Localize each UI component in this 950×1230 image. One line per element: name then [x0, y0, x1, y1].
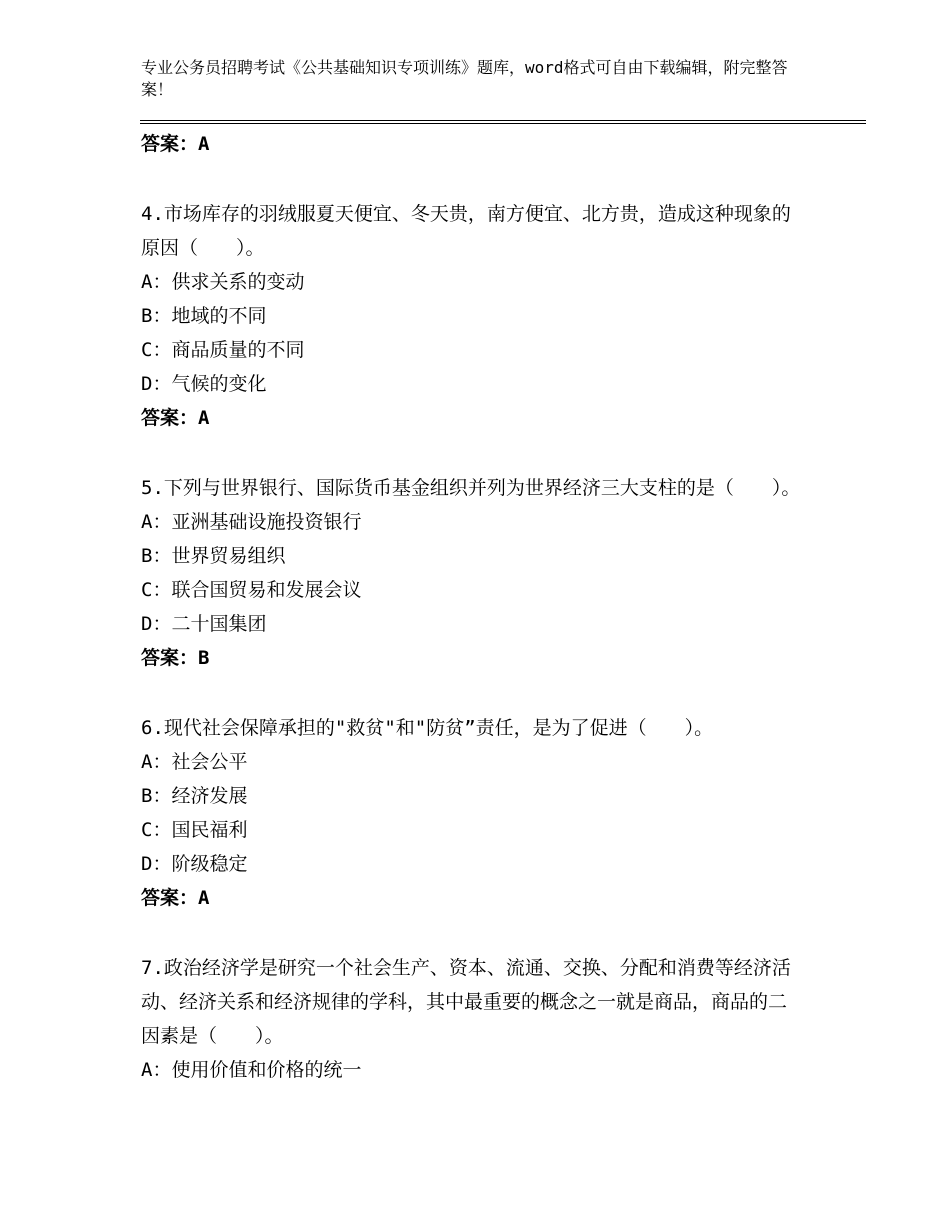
- answer-label: 答案：A: [141, 133, 210, 155]
- option-d: D：阶级稳定: [141, 853, 248, 875]
- option-a: A：使用价值和价格的统一: [141, 1059, 362, 1081]
- question-4: [141, 197, 801, 435]
- spacer: [141, 161, 801, 197]
- option-c: C：联合国贸易和发展会议: [141, 579, 362, 601]
- answer-label: 答案：A: [141, 407, 210, 429]
- option-d: D：气候的变化: [141, 373, 267, 395]
- question-stem: 5.下列与世界银行、国际货币基金组织并列为世界经济三大支柱的是（ ）。: [141, 477, 801, 499]
- option-c: C：商品质量的不同: [141, 339, 305, 361]
- option-b: B：地域的不同: [141, 305, 267, 327]
- question-6: [141, 711, 801, 915]
- option-d: D：二十国集团: [141, 613, 267, 635]
- question-7: [141, 951, 801, 1087]
- header-divider: [140, 120, 866, 124]
- spacer: [141, 435, 801, 471]
- spacer: [141, 915, 801, 951]
- page-header: 专业公务员招聘考试《公共基础知识专项训练》题库，word格式可自由下载编辑，附完整答案！: [141, 58, 788, 99]
- answer-label: 答案：B: [141, 647, 210, 669]
- document-content: [141, 127, 801, 1087]
- question-stem: 6.现代社会保障承担的"救贫"和"防贫”责任，是为了促进（ ）。: [141, 717, 714, 739]
- question-5: [141, 471, 801, 675]
- option-c: C：国民福利: [141, 819, 248, 841]
- question-stem: 7.政治经济学是研究一个社会生产、资本、流通、交换、分配和消费等经济活动、经济关系和经济规律的学科，其中最重要的概念之一就是商品，商品的二因素是（ ）。: [141, 957, 791, 1047]
- question-stem: 4.市场库存的羽绒服夏天便宜、冬天贵，南方便宜、北方贵，造成这种现象的原因（ ）。: [141, 203, 791, 259]
- option-b: B：世界贸易组织: [141, 545, 286, 567]
- option-a: A：亚洲基础设施投资银行: [141, 511, 362, 533]
- option-a: A：供求关系的变动: [141, 271, 305, 293]
- answer-label: 答案：A: [141, 887, 210, 909]
- option-a: A：社会公平: [141, 751, 248, 773]
- option-b: B：经济发展: [141, 785, 248, 807]
- spacer: [141, 675, 801, 711]
